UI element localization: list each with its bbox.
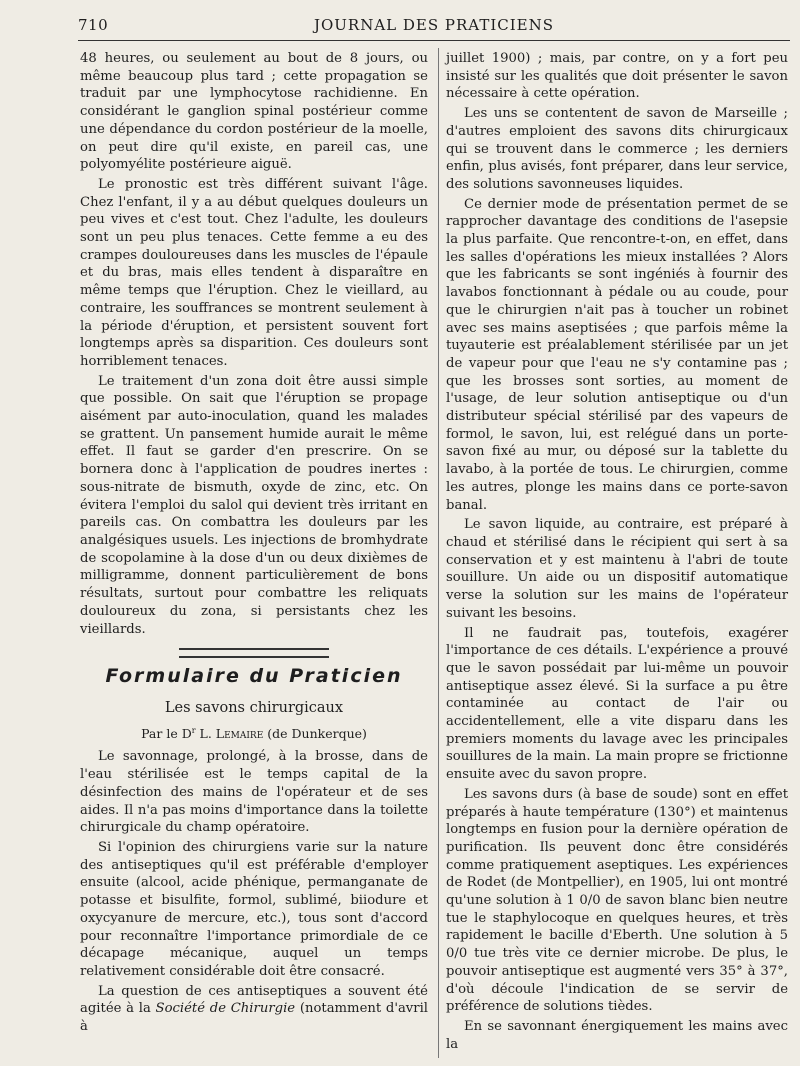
right-column (446, 50, 788, 1055)
paragraph: Les savons durs (à base de soude) sont en effet préparés à haute température (130°) et maintenus longtemps en fusion pour la dernière opération de purification. Ils peuvent donc être considérés comme pratiquement aseptiques. Les expériences de Rodet (de Montpellier), en 1905, lui ont montré qu'une solution à 1 0/0 de savon blanc bien neutre tue le staphylocoque en quelques heures, et très rapidement le bacille d'Eberth. Une solution à 5 0/0 tue très vite ce dernier microbe. De plus, le pouvoir antiseptique est augmenté vers 35° à 37°, d'où découle l'indication de se servir de préférence de solutions tièdes. (446, 786, 788, 1015)
paragraph: Le savon liquide, au contraire, est préparé à chaud et stérilisé dans le récipient qui sert à sa conservation et y est maintenu à l'abri de toute souillure. Un aide ou un dispositif automatique verse la solution sur les mains de l'opérateur suivant les besoins. (446, 517, 788, 621)
column-divider (438, 48, 439, 1058)
header-rule (78, 40, 790, 41)
paragraph: Il ne faudrait pas, toutefois, exagérer l'importance de ces détails. L'expérience a prouvé que le savon possédait par lui-même un pouvoir antiseptique assez élevé. Si la surface a pu être contaminée au contact de l'air ou accidentellement, elle a vite disparu dans les premiers moments du lavage avec les principales souillures de la main. La main propre se frictionne ensuite avec du savon propre. (446, 625, 788, 783)
article-author: Par le $D^r$ L. Lemaire (de Dunkerque) (141, 725, 367, 741)
left-column (80, 50, 428, 1038)
section-heading: Formulaire du Praticien (105, 665, 403, 688)
journal-title: JOURNAL DES PRATICIENS (313, 16, 555, 34)
paragraph: 48 heures, ou seulement au bout de 8 jours, ou même beaucoup plus tard ; cette propagation se traduit par une lymphocytose rachidienne. En considérant le ganglion spinal postérieur comme une dépendance du cordon postérieur de la moelle, on peut dire qu'il existe, en pareil cas, une polyomyélite postérieure aiguë. (80, 51, 428, 173)
section-ornament (80, 648, 428, 658)
paragraph: Ce dernier mode de présentation permet de se rapprocher davantage des conditions de l'asepsie la plus parfaite. Que rencontre-t-on, en effet, dans les salles d'opérations les mieux installées ? Alors que les fabricants se sont ingéniés à fournir des lavabos fonctionnant à pédale ou au coude, pour que le chirurgien n'ait pas à toucher un robinet avec ses mains aseptisées ; que parfois même la tuyauterie est préalablement stérilisée par un jet de vapeur pour que l'eau ne s'y contamine pas ; que les brosses sont sorties, au moment de l'usage, de leur solution antiseptique ou d'un distributeur spécial stérilisé par des vapeurs de formol, le savon, lui, est relégué dans un porte-savon fixé au mur, ou déposé sur la tablette du lavabo, à la portée de tous. Le chirurgien, comme les autres, plonge les mains dans ce porte-savon banal. (446, 196, 788, 513)
page-header (78, 14, 790, 42)
paragraph: En se savonnant énergiquement les mains avec la (446, 1018, 788, 1052)
article-title: Les savons chirurgicaux (164, 699, 344, 716)
page-number: 710 (78, 16, 109, 34)
paragraph: La question de ces antiseptiques a souvent été agitée à la Société de Chirurgie (notamment d'avril à (80, 983, 429, 1035)
paragraph: Les uns se contentent de savon de Marseille ; d'autres emploient des savons dits chirurgicaux qui se trouvent dans le commerce ; les derniers enfin, plus avisés, font préparer, dans leur service, des solutions savonneuses liquides. (446, 106, 788, 192)
paragraph: Si l'opinion des chirurgiens varie sur la nature des antiseptiques qu'il est préférable d'employer ensuite (alcool, acide phénique, permanganate de potasse et bisulfite, formol, sublimé, biiodure et oxycyanure de mercure, etc.), tous sont d'accord pour reconnaître l'importance primordiale de ce décapage mécanique, auquel un temps relativement considérable doit être consacré. (80, 839, 428, 979)
paragraph: juillet 1900) ; mais, par contre, on y a fort peu insisté sur les qualités que doit présenter le savon nécessaire à cette opération. (446, 51, 788, 102)
paragraph: Le traitement d'un zona doit être aussi simple que possible. On sait que l'éruption se propage aisément par auto-inoculation, quand les malades se grattent. Un pansement humide aurait le même effet. Il faut se garder d'en prescrire. On se bornera donc à l'application de poudres inertes : sous-nitrate de bismuth, oxyde de zinc, etc. On évitera l'emploi du salol qui devient très irritant en pareils cas. On combattra les douleurs par les analgésiques usuels. Les injections de bromhydrate de scopolamine à la dose d'un ou deux dixièmes de milligramme, donnent particulièrement de bons résultats, surtout pour combattre les reliquats douloureux du zona, si persistants chez les vieillards. (80, 373, 428, 637)
paragraph: Le pronostic est très différent suivant l'âge. Chez l'enfant, il y a au début quelques douleurs un peu vives et c'est tout. Chez l'adulte, les douleurs sont un peu plus tenaces. Cette femme a eu des crampes douloureuses dans les muscles de l'épaule et du bras, mais elles tendent à disparaître en même temps que l'éruption. Chez le vieillard, au contraire, les souffrances se montrent seulement à la période d'éruption, et persistent souvent fort longtemps après sa disparition. Ces douleurs sont horriblement tenaces. (80, 176, 428, 369)
paragraph: Le savonnage, prolongé, à la brosse, dans de l'eau stérilisée est le temps capital de la désinfection des mains de l'opérateur et de ses aides. Il n'a pas moins d'importance dans la toilette chirurgicale du champ opératoire. (80, 749, 428, 836)
